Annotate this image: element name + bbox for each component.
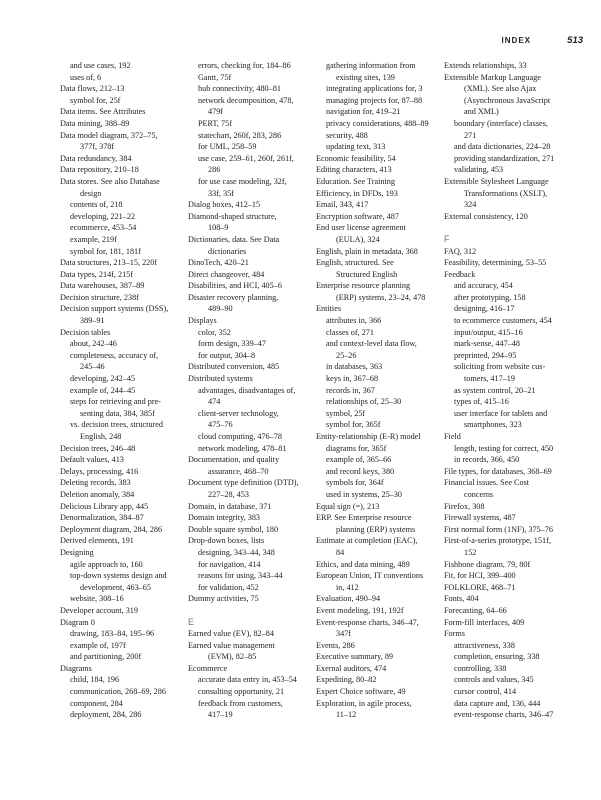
index-subentry: client-server technology, bbox=[198, 408, 279, 418]
index-entry: DinoTech, 420–21 bbox=[188, 258, 249, 268]
index-subentry: for UML, 258–59 bbox=[198, 142, 257, 152]
index-entry: File types, for databases, 368–69 bbox=[444, 466, 552, 476]
index-subentry: for use case modeling, 32f, bbox=[198, 176, 287, 186]
index-entry: Distributed conversion, 485 bbox=[188, 362, 280, 372]
index-entry: Fishbone diagram, 79, 80f bbox=[444, 559, 531, 569]
index-subentry: uses of, 6 bbox=[70, 72, 102, 82]
index-entry: Earned value management bbox=[188, 640, 275, 650]
index-subentry: in databases, 363 bbox=[326, 362, 383, 372]
index-subentry: and record keys, 380 bbox=[326, 466, 395, 476]
index-subentry: classes of, 271 bbox=[326, 327, 374, 337]
index-subentry: advantages, disadvantages of, bbox=[198, 385, 296, 395]
index-subentry: network modeling, 478–81 bbox=[198, 443, 287, 453]
index-entry: Decision structure, 238f bbox=[60, 292, 139, 302]
index-entry: Data flows, 212–13 bbox=[60, 84, 125, 94]
index-continuation: 286 bbox=[208, 165, 221, 175]
index-entry: Feedback bbox=[444, 269, 476, 279]
index-entry: Estimate at completion (EAC), bbox=[316, 536, 418, 546]
index-continuation: Structured English bbox=[336, 269, 398, 279]
index-continuation: 417–19 bbox=[208, 710, 233, 720]
index-subentry: feedback from customers, bbox=[198, 698, 283, 708]
index-column-1 bbox=[60, 60, 188, 721]
index-entry: Forecasting, 64–66 bbox=[444, 605, 507, 615]
index-continuation: (EULA), 324 bbox=[336, 234, 380, 244]
index-entry: Distributed systems bbox=[188, 374, 253, 384]
index-continuation: existing sites, 139 bbox=[336, 72, 395, 82]
index-entry: Executive summary, 89 bbox=[316, 652, 394, 662]
index-subentry: accurate data entry in, 453–54 bbox=[198, 675, 297, 685]
index-entry: Decision tables bbox=[60, 327, 111, 337]
index-continuation: senting data, 384, 385f bbox=[80, 408, 155, 418]
index-subentry: child, 184, 196 bbox=[70, 675, 120, 685]
index-subentry: attributes in, 366 bbox=[326, 316, 382, 326]
index-continuation: 25–26 bbox=[336, 350, 357, 360]
index-entry: Disaster recovery planning, bbox=[188, 292, 279, 302]
index-subentry: attractiveness, 338 bbox=[454, 640, 515, 650]
index-continuation: (EVM), 82–85 bbox=[208, 652, 257, 662]
index-entry: First-of-a-series prototype, 151f, bbox=[444, 536, 551, 546]
index-entry: Economic feasibility, 54 bbox=[316, 153, 396, 163]
index-entry: Fit, for HCI, 399–400 bbox=[444, 571, 516, 581]
index-subentry: for navigation, 414 bbox=[198, 559, 261, 569]
index-entry: Data types, 214f, 215f bbox=[60, 269, 133, 279]
index-subentry: mark-sense, 447–48 bbox=[454, 339, 520, 349]
index-column-2 bbox=[188, 60, 316, 721]
index-subentry: example, 219f bbox=[70, 234, 117, 244]
index-entry: Deleting records, 383 bbox=[60, 478, 131, 488]
index-entry: Entity-relationship (E-R) model bbox=[316, 432, 421, 441]
index-entry: Field bbox=[444, 432, 461, 441]
index-subentry: input/output, 415–16 bbox=[454, 327, 523, 337]
index-subentry: managing projects for, 87–88 bbox=[326, 95, 423, 105]
index-continuation: 324 bbox=[464, 200, 477, 210]
index-continuation: 347f bbox=[336, 629, 352, 639]
header-section: INDEX bbox=[501, 36, 531, 45]
index-subentry: reasons for using, 343–44 bbox=[198, 571, 283, 581]
index-entry: Double square symbol, 180 bbox=[188, 524, 279, 534]
index-entry: European Union, IT conventions bbox=[316, 571, 424, 581]
index-subentry: and data dictionaries, 224–28 bbox=[454, 142, 551, 152]
index-entry: Dummy activities, 75 bbox=[188, 594, 259, 604]
index-entry: External consistency, 120 bbox=[444, 211, 528, 221]
index-subentry: example of, 197f bbox=[70, 640, 126, 650]
index-entry: Fonts, 404 bbox=[444, 594, 479, 604]
index-continuation: assurance, 468–70 bbox=[208, 466, 269, 476]
index-entry: Data warehouses, 387–89 bbox=[60, 281, 145, 291]
index-continuation: 271 bbox=[464, 130, 477, 140]
index-subentry: about, 242–46 bbox=[70, 339, 117, 349]
index-continuation: development, 463–65 bbox=[80, 582, 151, 592]
index-entry: Data redundancy, 384 bbox=[60, 153, 132, 163]
index-subentry: website, 308–16 bbox=[70, 594, 124, 604]
index-subentry: PERT, 75f bbox=[198, 118, 232, 128]
index-continuation: 84 bbox=[336, 547, 345, 557]
index-subentry: privacy considerations, 488–89 bbox=[326, 118, 429, 128]
index-subentry: as system control, 20–21 bbox=[454, 385, 536, 395]
index-subentry: and accuracy, 454 bbox=[454, 281, 513, 291]
index-continuation: planning (ERP) systems bbox=[336, 524, 416, 534]
index-entry: Entities bbox=[316, 304, 342, 314]
index-subentry: developing, 221–22 bbox=[70, 211, 136, 221]
index-subentry: steps for retrieving and pre- bbox=[70, 397, 161, 407]
index-subentry: keys in, 367–68 bbox=[326, 374, 379, 384]
index-subentry: vs. decision trees, structured bbox=[70, 420, 163, 430]
index-subentry: relationships of, 25–30 bbox=[326, 397, 402, 407]
index-continuation: 474 bbox=[208, 397, 221, 407]
index-entry: Data items. See Attributes bbox=[60, 107, 146, 117]
index-subentry: symbol for, 365f bbox=[326, 420, 381, 430]
index-entry: Ethics, and data mining, 489 bbox=[316, 559, 410, 569]
index-subentry: providing standardization, 271 bbox=[454, 153, 555, 163]
index-entry: Exploration, in agile process, bbox=[316, 698, 412, 708]
index-subentry: to ecommerce customers, 454 bbox=[454, 316, 552, 326]
index-subentry: types of, 415–16 bbox=[454, 397, 509, 407]
index-entry: Domain integrity, 383 bbox=[188, 513, 261, 523]
index-continuation: dictionaries bbox=[208, 246, 247, 256]
index-subentry: used in systems, 25–30 bbox=[326, 489, 402, 499]
index-subentry: diagrams for, 365f bbox=[326, 443, 387, 453]
index-subentry: ecommerce, 453–54 bbox=[70, 223, 137, 233]
index-entry: Deletion anomaly, 384 bbox=[60, 489, 135, 499]
index-entry: Data structures, 213–15, 220f bbox=[60, 258, 158, 268]
index-subentry: completeness, accuracy of, bbox=[70, 350, 159, 360]
index-entry: Denormalization, 384–87 bbox=[60, 513, 144, 523]
index-subentry: developing, 242–45 bbox=[70, 374, 136, 384]
index-subentry: cursor control, 414 bbox=[454, 687, 517, 697]
index-entry: Feasibility, determining, 53–55 bbox=[444, 258, 547, 268]
index-entry: Education. See Training bbox=[316, 176, 395, 186]
index-entry: FAQ, 312 bbox=[444, 246, 477, 256]
index-subentry: deployment, 284, 286 bbox=[70, 710, 142, 720]
index-subentry: errors, checking for, 184–86 bbox=[198, 61, 291, 70]
index-subentry: drawing, 183–84, 195–96 bbox=[70, 629, 155, 639]
index-continuation: English, 248 bbox=[80, 432, 122, 441]
index-column-3 bbox=[316, 60, 444, 721]
index-entry: Event-response charts, 346–47, bbox=[316, 617, 419, 627]
index-entry: Expert Choice software, 49 bbox=[316, 687, 406, 697]
index-subentry: symbol for, 181, 181f bbox=[70, 246, 141, 256]
index-subentry: updating text, 313 bbox=[326, 142, 386, 152]
index-subentry: hub connectivity, 480–81 bbox=[198, 84, 281, 94]
index-entry: Efficiency, in DFDs, 193 bbox=[316, 188, 398, 198]
index-entry: Deployment diagram, 284, 286 bbox=[60, 524, 163, 534]
index-entry: Evaluation, 490–94 bbox=[316, 594, 381, 604]
index-continuation: (XML). See also Ajax bbox=[464, 84, 537, 94]
index-continuation: 479f bbox=[208, 107, 224, 117]
index-subentry: component, 284 bbox=[70, 698, 123, 708]
index-continuation: 475–76 bbox=[208, 420, 233, 430]
index-subentry: in records, 366, 450 bbox=[454, 455, 520, 465]
index-entry: Editing characters, 413 bbox=[316, 165, 392, 175]
index-entry: Firefox, 308 bbox=[444, 501, 485, 511]
index-entry: Delicious Library app, 445 bbox=[60, 501, 149, 511]
index-continuation: tomers, 417–19 bbox=[464, 374, 515, 384]
index-entry: FOLKLORE, 468–71 bbox=[444, 582, 516, 592]
index-entry: Forms bbox=[444, 629, 465, 639]
index-subentry: designing, 343–44, 348 bbox=[198, 547, 275, 557]
index-subentry: preprinted, 294–95 bbox=[454, 350, 517, 360]
index-subentry: consulting opportunity, 21 bbox=[198, 687, 285, 697]
index-subentry: after prototyping, 158 bbox=[454, 292, 526, 302]
index-entry: Extensible Markup Language bbox=[444, 72, 541, 82]
index-entry: Data repository, 210–18 bbox=[60, 165, 139, 175]
index-subentry: top-down systems design and bbox=[70, 571, 167, 581]
index-entry: Displays bbox=[188, 316, 217, 326]
index-continuation: smartphones, 323 bbox=[464, 420, 522, 430]
index-continuation: 489–90 bbox=[208, 304, 233, 314]
index-subentry: use case, 259–61, 260f, 261f, bbox=[198, 153, 294, 163]
index-entry: Email, 343, 417 bbox=[316, 200, 369, 210]
index-entry: Earned value (EV), 82–84 bbox=[188, 629, 274, 639]
index-entry: English, structured. See bbox=[316, 258, 394, 268]
index-entry: Direct changeover, 484 bbox=[188, 269, 265, 279]
index-entry: Diagrams bbox=[60, 663, 92, 673]
index-continuation: 11–12 bbox=[336, 710, 357, 720]
index-continuation: (Asynchronous JavaScript bbox=[464, 95, 551, 105]
index-entry: Default values, 413 bbox=[60, 455, 124, 465]
index-subentry: for output, 304–8 bbox=[198, 350, 256, 360]
index-subentry: communication, 268–69, 286 bbox=[70, 687, 166, 697]
index-subentry: event-response charts, 346–47 bbox=[454, 710, 554, 720]
index-entry: Enterprise resource planning bbox=[316, 281, 411, 291]
index-entry: Financial issues. See Cost bbox=[444, 478, 530, 488]
letter-heading: F bbox=[444, 233, 450, 244]
index-entry: Events, 286 bbox=[316, 640, 355, 650]
index-entry: Delays, processing, 416 bbox=[60, 466, 139, 476]
index-entry: Documentation, and quality bbox=[188, 455, 280, 465]
index-entry: Ecommerce bbox=[188, 663, 228, 673]
index-subentry: gathering information from bbox=[326, 61, 416, 70]
index-subentry: network decomposition, 478, bbox=[198, 95, 294, 105]
index-entry: ERP. See Enterprise resource bbox=[316, 513, 412, 523]
index-entry: Encryption software, 487 bbox=[316, 211, 399, 221]
index-entry: First normal form (1NF), 375–76 bbox=[444, 524, 553, 534]
index-subentry: navigation for, 419–21 bbox=[326, 107, 401, 117]
index-subentry: symbol for, 25f bbox=[70, 95, 121, 105]
index-subentry: color, 352 bbox=[198, 327, 231, 337]
index-entry: Decision trees, 246–48 bbox=[60, 443, 136, 453]
page-number: 513 bbox=[567, 35, 583, 46]
index-continuation: design bbox=[80, 188, 102, 198]
running-header bbox=[0, 36, 601, 52]
index-entry: Form-fill interfaces, 409 bbox=[444, 617, 525, 627]
index-subentry: contents of, 218 bbox=[70, 200, 123, 210]
index-entry: End user license agreement bbox=[316, 223, 406, 233]
index-entry: Developer account, 319 bbox=[60, 605, 138, 615]
index-subentry: security, 488 bbox=[326, 130, 368, 140]
index-entry: Dialog boxes, 412–15 bbox=[188, 200, 261, 210]
index-subentry: controls and values, 345 bbox=[454, 675, 534, 685]
index-continuation: 227–28, 453 bbox=[208, 489, 249, 499]
index-continuation: concerns bbox=[464, 489, 494, 499]
section-spacer bbox=[444, 222, 572, 234]
index-continuation: 389–91 bbox=[80, 316, 105, 326]
index-subentry: designing, 416–17 bbox=[454, 304, 515, 314]
index-subentry: cloud computing, 476–78 bbox=[198, 432, 282, 441]
index-entry: Diagram 0 bbox=[60, 617, 95, 627]
index-subentry: controlling, 338 bbox=[454, 663, 507, 673]
index-entry: Data stores. See also Database bbox=[60, 176, 160, 186]
index-entry: Extensible Stylesheet Language bbox=[444, 176, 549, 186]
index-subentry: user interface for tablets and bbox=[454, 408, 548, 418]
index-entry: Derived elements, 191 bbox=[60, 536, 134, 546]
index-subentry: example of, 244–45 bbox=[70, 385, 136, 395]
index-entry: Decision support systems (DSS), bbox=[60, 304, 169, 314]
index-subentry: records in, 367 bbox=[326, 385, 375, 395]
index-subentry: data capture and, 136, 444 bbox=[454, 698, 541, 708]
index-subentry: and context-level data flow, bbox=[326, 339, 417, 349]
index-subentry: and partitioning, 200f bbox=[70, 652, 142, 662]
index-subentry: validating, 453 bbox=[454, 165, 504, 175]
index-continuation: 152 bbox=[464, 547, 477, 557]
index-subentry: statechart, 260f, 283, 286 bbox=[198, 130, 282, 140]
index-continuation: 108–9 bbox=[208, 223, 229, 233]
index-entry: Data mining, 388–89 bbox=[60, 118, 130, 128]
index-entry: Drop-down boxes, lists bbox=[188, 536, 265, 546]
index-continuation: 377f, 378f bbox=[80, 142, 115, 152]
index-entry: Firewall systems, 487 bbox=[444, 513, 516, 523]
section-spacer bbox=[188, 605, 316, 617]
index-entry: Domain, in database, 371 bbox=[188, 501, 272, 511]
index-entry: Designing bbox=[60, 547, 94, 557]
index-entry: Diamond-shaped structure, bbox=[188, 211, 277, 221]
index-subentry: length, testing for correct, 450 bbox=[454, 443, 554, 453]
index-entry: Expediting, 80–82 bbox=[316, 675, 377, 685]
index-subentry: and use cases, 192 bbox=[70, 61, 131, 70]
index-continuation: 245–46 bbox=[80, 362, 105, 372]
index-subentry: symbol, 25f bbox=[326, 408, 366, 418]
index-continuation: Transformations (XSLT), bbox=[464, 188, 548, 198]
index-entry: Disabilities, and HCI, 405–6 bbox=[188, 281, 282, 291]
index-entry: English, plain in metadata, 368 bbox=[316, 246, 418, 256]
index-entry: Document type definition (DTD), bbox=[188, 478, 299, 488]
index-entry: Dictionaries, data. See Data bbox=[188, 234, 280, 244]
index-continuation: 33f, 35f bbox=[208, 188, 234, 198]
index-subentry: completion, ensuring, 338 bbox=[454, 652, 540, 662]
index-subentry: soliciting from website cus- bbox=[454, 362, 546, 372]
index-entry: Event modeling, 191, 192f bbox=[316, 605, 404, 615]
index-entry: Extends relationships, 33 bbox=[444, 61, 527, 70]
index-entry: Exernal auditors, 474 bbox=[316, 663, 387, 673]
index-entry: Data model diagram, 372–75, bbox=[60, 130, 158, 140]
index-subentry: symbols for, 364f bbox=[326, 478, 384, 488]
index-subentry: agile approach to, 160 bbox=[70, 559, 143, 569]
index-column-4 bbox=[444, 60, 572, 721]
index-subentry: integrating applications for, 3 bbox=[326, 84, 423, 94]
letter-heading: E bbox=[188, 616, 195, 627]
index-continuation: (ERP) systems, 23–24, 478 bbox=[336, 292, 426, 302]
index-entry: Equal sign (=), 213 bbox=[316, 501, 380, 511]
index-continuation: and XML) bbox=[464, 107, 499, 117]
index-continuation: in, 412 bbox=[336, 582, 359, 592]
index-subentry: boundary (interface) classes, bbox=[454, 118, 548, 128]
index-subentry: form design, 339–47 bbox=[198, 339, 266, 349]
index-subentry: Gantt, 75f bbox=[198, 72, 232, 82]
index-subentry: example of, 365–66 bbox=[326, 455, 392, 465]
index-subentry: for validation, 452 bbox=[198, 582, 259, 592]
